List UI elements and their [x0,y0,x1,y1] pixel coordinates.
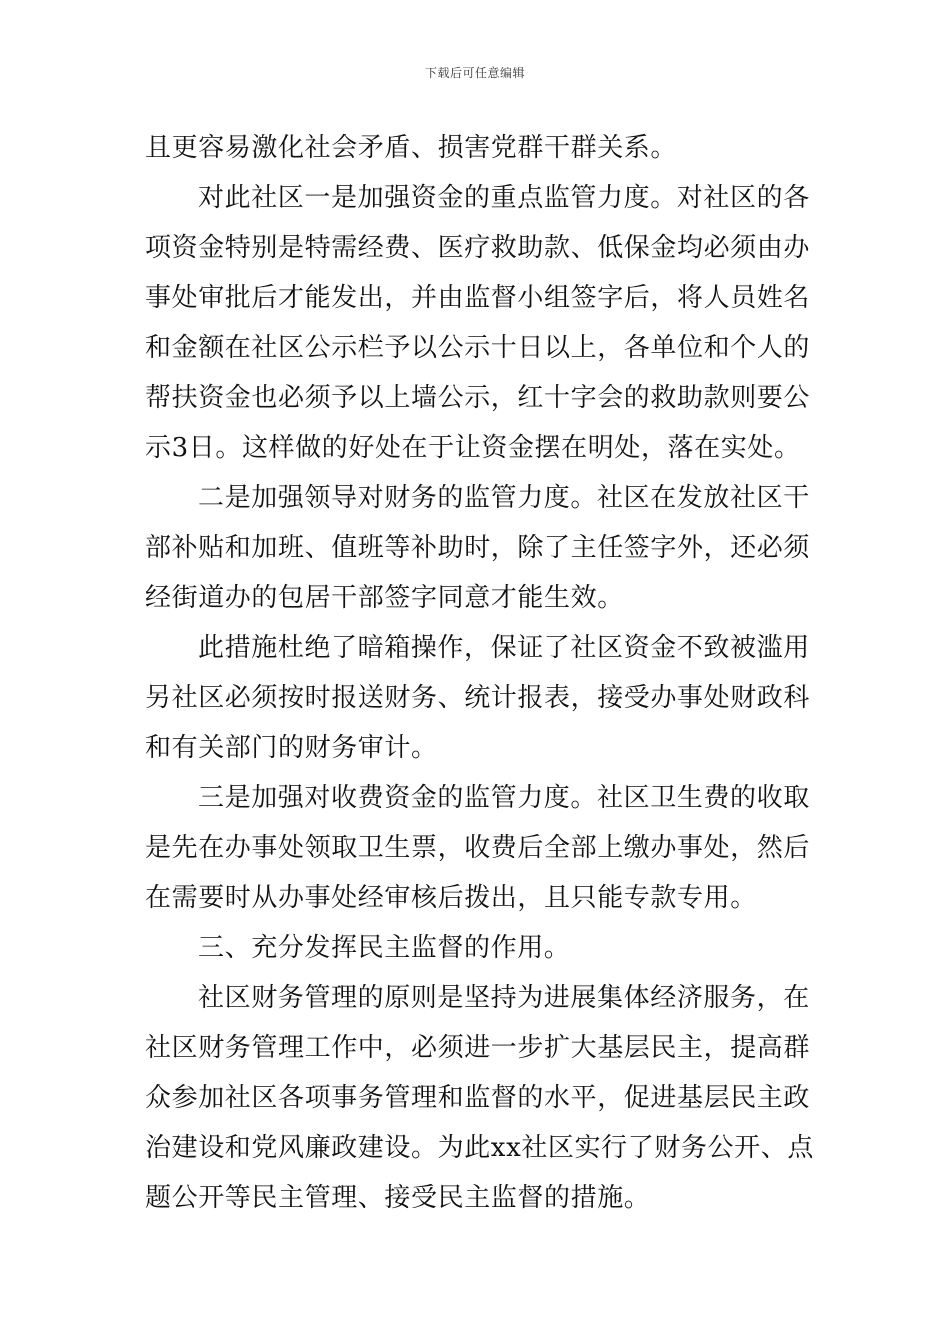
text-line: 项资金特别是特需经费、医疗救助款、低保金均必须由办 [145,233,811,263]
page-header: 下载后可任意编辑 [424,66,525,80]
text-line: 题公开等民主管理、接受民主监督的措施。 [145,1183,651,1213]
text-line: 众参加社区各项事务管理和监督的水平，促进基层民主政 [145,1083,811,1113]
text-line: 三是加强对收费资金的监管力度。社区卫生费的收取 [198,783,810,813]
text-line: 事处审批后才能发出，并由监督小组签字后，将人员姓名 [145,283,811,313]
text-line: 此措施杜绝了暗箱操作，保证了社区资金不致被滥用 [198,633,810,663]
text-line: 社区财务管理工作中，必须进一步扩大基层民主，提高群 [145,1033,811,1063]
text-line: 治建设和党风廉政建设。为此xx社区实行了财务公开、点 [145,1133,814,1163]
text-line: 帮扶资金也必须予以上墙公示，红十字会的救助款则要公 [145,383,811,413]
text-line: 社区财务管理的原则是坚持为进展集体经济服务，在 [198,983,810,1013]
text-line: 和有关部门的财务审计。 [145,733,438,763]
text-line: 二是加强领导对财务的监管力度。社区在发放社区干 [198,483,810,513]
text-line: 部补贴和加班、值班等补助时，除了主任签字外，还必须 [145,533,811,563]
section-heading: 三、充分发挥民主监督的作用。 [198,933,571,963]
text-line: 和金额在社区公示栏予以公示十日以上，各单位和个人的 [145,333,811,363]
text-line: 经街道办的包居干部签字同意才能生效。 [145,583,624,613]
text-line: 且更容易激化社会矛盾、损害党群干群关系。 [145,133,678,163]
text-line: 另社区必须按时报送财务、统计报表，接受办事处财政科 [145,683,811,713]
text-line: 示3日。这样做的好处在于让资金摆在明处，落在实处。 [145,433,801,463]
text-line: 是先在办事处领取卫生票，收费后全部上缴办事处，然后 [145,833,811,863]
text-line: 对此社区一是加强资金的重点监管力度。对社区的各 [198,183,810,213]
text-line: 在需要时从办事处经审核后拨出，且只能专款专用。 [145,883,757,913]
